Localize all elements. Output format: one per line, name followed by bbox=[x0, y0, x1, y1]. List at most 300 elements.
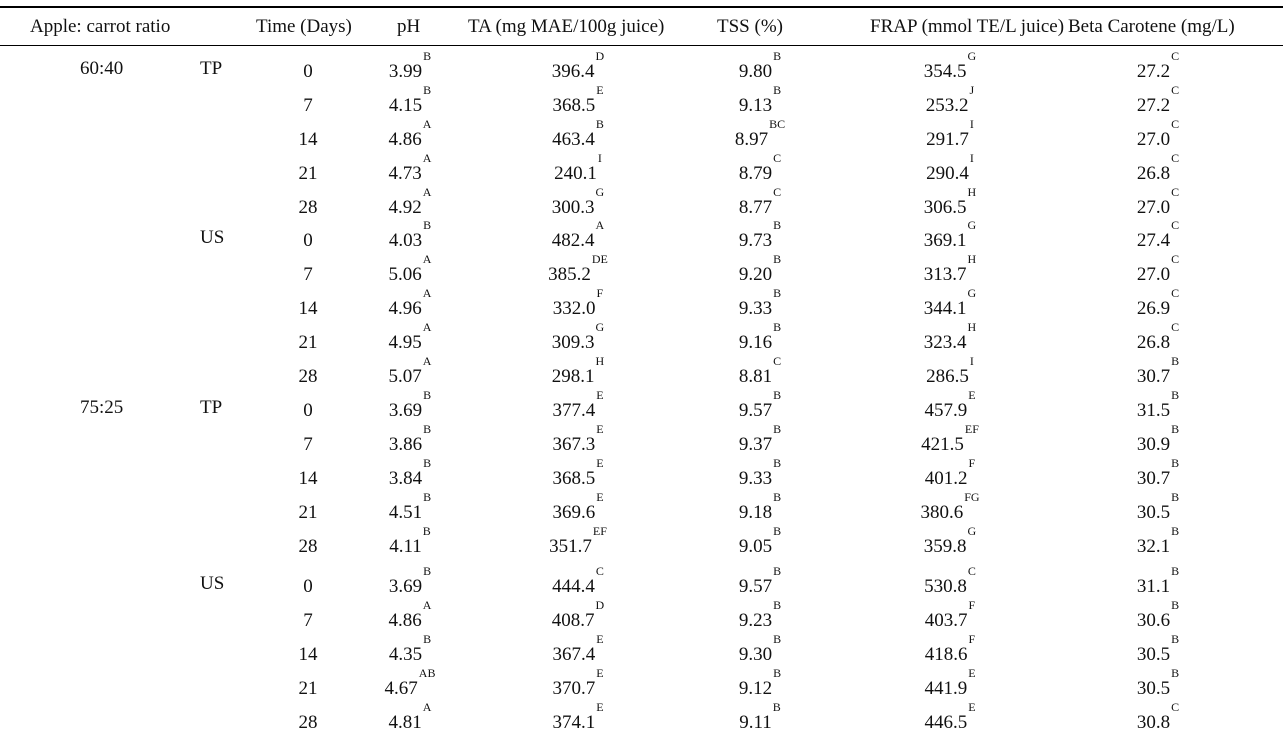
beta-cell bbox=[1136, 422, 1180, 457]
time-cell: 0 bbox=[303, 576, 313, 597]
ta-cell-significance: E bbox=[596, 666, 604, 680]
frap-cell bbox=[923, 49, 977, 84]
ta-cell bbox=[551, 218, 605, 253]
beta-cell-value: 27.0 bbox=[1136, 197, 1171, 218]
tss-cell-value: 9.18 bbox=[738, 502, 773, 523]
beta-cell-value: 30.7 bbox=[1136, 468, 1171, 489]
frap-cell-value: 253.2 bbox=[925, 95, 969, 116]
frap-cell bbox=[923, 218, 977, 253]
tss-cell bbox=[738, 564, 782, 599]
beta-cell bbox=[1136, 354, 1180, 389]
time-cell: 21 bbox=[298, 163, 318, 184]
tss-cell bbox=[738, 83, 782, 118]
header-ta: TA (mg MAE/100g juice) bbox=[468, 16, 665, 37]
tss-cell bbox=[738, 456, 782, 491]
treatment-label: TP bbox=[200, 397, 223, 418]
tss-cell-value: 8.97 bbox=[734, 129, 769, 150]
beta-cell-significance: B bbox=[1171, 354, 1180, 368]
tss-cell bbox=[738, 151, 782, 186]
ta-cell-significance: EF bbox=[592, 524, 607, 538]
tss-cell bbox=[738, 354, 782, 389]
time-cell: 14 bbox=[298, 468, 318, 489]
tss-cell-value: 9.13 bbox=[738, 95, 773, 116]
ph-cell bbox=[388, 151, 432, 186]
ph-cell-significance: B bbox=[423, 564, 432, 578]
tss-cell bbox=[738, 598, 782, 633]
beta-cell-significance: C bbox=[1171, 83, 1180, 97]
beta-cell-significance: B bbox=[1171, 524, 1180, 538]
table-top-rule bbox=[0, 6, 1283, 8]
frap-cell-significance: G bbox=[967, 49, 977, 63]
tss-cell-significance: B bbox=[773, 252, 782, 266]
ph-cell bbox=[389, 524, 431, 559]
ph-cell-significance: A bbox=[422, 598, 432, 612]
ta-cell bbox=[551, 185, 605, 220]
ta-cell-value: 367.4 bbox=[552, 644, 596, 665]
header-time: Time (Days) bbox=[256, 16, 352, 37]
frap-cell bbox=[923, 320, 977, 355]
frap-cell-significance: F bbox=[968, 456, 976, 470]
frap-cell-significance: E bbox=[968, 666, 976, 680]
ph-cell bbox=[388, 320, 432, 355]
frap-cell-significance: C bbox=[967, 564, 976, 578]
ta-cell bbox=[552, 388, 604, 423]
frap-cell-significance: G bbox=[967, 286, 977, 300]
tss-cell-value: 9.37 bbox=[738, 434, 773, 455]
frap-cell bbox=[926, 151, 974, 186]
frap-cell-value: 530.8 bbox=[924, 576, 967, 597]
time-cell: 21 bbox=[298, 678, 318, 699]
tss-cell-significance: B bbox=[773, 490, 782, 504]
ph-cell bbox=[388, 632, 432, 667]
tss-cell bbox=[738, 252, 782, 287]
beta-cell-significance: C bbox=[1171, 49, 1180, 63]
header-rule bbox=[0, 45, 1283, 46]
time-cell: 7 bbox=[303, 610, 313, 631]
tss-cell-significance: B bbox=[773, 564, 782, 578]
beta-cell bbox=[1136, 49, 1180, 84]
beta-cell bbox=[1136, 632, 1180, 667]
ta-cell-significance: A bbox=[595, 218, 605, 232]
beta-cell-significance: C bbox=[1171, 252, 1180, 266]
ph-cell-significance: B bbox=[423, 218, 432, 232]
ph-cell-significance: B bbox=[423, 456, 432, 470]
time-cell: 28 bbox=[298, 712, 318, 733]
beta-cell bbox=[1136, 388, 1180, 423]
beta-cell-significance: C bbox=[1171, 286, 1180, 300]
tss-cell-value: 9.80 bbox=[738, 61, 773, 82]
ta-cell bbox=[552, 83, 604, 118]
ph-cell bbox=[384, 666, 436, 701]
ph-cell-value: 3.69 bbox=[388, 400, 423, 421]
ta-cell bbox=[552, 564, 604, 599]
treatment-label: TP bbox=[200, 58, 223, 79]
ta-cell-value: 444.4 bbox=[552, 576, 595, 597]
beta-cell-significance: B bbox=[1171, 490, 1180, 504]
ph-cell bbox=[388, 252, 432, 287]
ta-cell bbox=[552, 700, 604, 735]
time-cell: 21 bbox=[298, 332, 318, 353]
ta-cell-value: 309.3 bbox=[551, 332, 595, 353]
beta-cell bbox=[1136, 700, 1180, 735]
ph-cell-significance: B bbox=[423, 632, 432, 646]
ta-cell-significance: B bbox=[595, 117, 604, 131]
ta-cell bbox=[548, 252, 608, 287]
frap-cell bbox=[924, 564, 976, 599]
time-cell: 28 bbox=[298, 536, 318, 557]
frap-cell bbox=[923, 185, 977, 220]
tss-cell-significance: B bbox=[773, 422, 782, 436]
ta-cell-significance: F bbox=[596, 286, 604, 300]
ta-cell bbox=[551, 320, 605, 355]
beta-cell-value: 30.7 bbox=[1136, 366, 1171, 387]
ta-cell-value: 300.3 bbox=[551, 197, 595, 218]
frap-cell bbox=[926, 117, 974, 152]
ph-cell bbox=[388, 218, 432, 253]
frap-cell-significance: I bbox=[969, 117, 974, 131]
ph-cell-value: 4.11 bbox=[389, 536, 422, 557]
header-frap: FRAP (mmol TE/L juice) bbox=[870, 16, 1065, 37]
ta-cell bbox=[552, 490, 604, 525]
ph-cell-significance: A bbox=[422, 286, 432, 300]
beta-cell-value: 30.5 bbox=[1136, 502, 1171, 523]
ta-cell-significance: E bbox=[596, 700, 604, 714]
beta-cell-value: 30.5 bbox=[1136, 644, 1171, 665]
frap-cell-significance: EF bbox=[964, 422, 979, 436]
beta-cell bbox=[1136, 185, 1180, 220]
ratio-label: 75:25 bbox=[80, 397, 124, 418]
ta-cell-significance: E bbox=[596, 422, 604, 436]
beta-cell bbox=[1136, 666, 1180, 701]
time-cell: 14 bbox=[298, 644, 318, 665]
ta-cell bbox=[551, 49, 605, 84]
beta-cell bbox=[1136, 524, 1180, 559]
tss-cell-value: 9.11 bbox=[739, 712, 772, 733]
ph-cell bbox=[388, 456, 432, 491]
tss-cell-significance: B bbox=[773, 632, 782, 646]
frap-cell-significance: F bbox=[968, 632, 976, 646]
beta-cell-significance: B bbox=[1171, 564, 1180, 578]
frap-cell-value: 323.4 bbox=[923, 332, 967, 353]
tss-cell-significance: B bbox=[773, 320, 782, 334]
frap-cell-value: 421.5 bbox=[921, 434, 964, 455]
beta-cell bbox=[1136, 83, 1180, 118]
tss-cell bbox=[734, 117, 786, 152]
frap-cell-significance: J bbox=[969, 83, 975, 97]
ta-cell-significance: D bbox=[595, 598, 605, 612]
ph-cell bbox=[388, 117, 432, 152]
tss-cell bbox=[738, 524, 782, 559]
frap-cell bbox=[924, 632, 976, 667]
tss-cell bbox=[738, 218, 782, 253]
frap-cell bbox=[924, 700, 976, 735]
ta-cell-significance: G bbox=[595, 185, 605, 199]
time-cell: 14 bbox=[298, 298, 318, 319]
ta-cell-significance: DE bbox=[591, 252, 608, 266]
frap-cell bbox=[921, 422, 979, 457]
tss-cell-value: 9.33 bbox=[738, 298, 773, 319]
time-cell: 0 bbox=[303, 400, 313, 421]
tss-cell-value: 9.12 bbox=[738, 678, 773, 699]
tss-cell-significance: C bbox=[773, 151, 782, 165]
ta-cell bbox=[549, 524, 607, 559]
ta-cell-value: 374.1 bbox=[552, 712, 596, 733]
ph-cell-value: 4.92 bbox=[388, 197, 422, 218]
ph-cell-value: 4.95 bbox=[388, 332, 422, 353]
tss-cell-value: 9.20 bbox=[738, 264, 773, 285]
ta-cell-value: 351.7 bbox=[549, 536, 592, 557]
ph-cell-value: 3.86 bbox=[388, 434, 423, 455]
header-ratio: Apple: carrot ratio bbox=[30, 16, 171, 37]
frap-cell-significance: E bbox=[968, 388, 976, 402]
ta-cell-value: 482.4 bbox=[551, 230, 595, 251]
treatment-label: US bbox=[200, 573, 225, 594]
ta-cell-value: 463.4 bbox=[552, 129, 595, 150]
tss-cell-significance: BC bbox=[769, 117, 786, 131]
beta-cell bbox=[1136, 218, 1180, 253]
ta-cell-significance: E bbox=[596, 456, 604, 470]
ph-cell bbox=[388, 286, 432, 321]
tss-cell-value: 9.57 bbox=[738, 576, 773, 597]
time-cell: 14 bbox=[298, 129, 318, 150]
ta-cell-value: 385.2 bbox=[548, 264, 591, 285]
ph-cell-significance: A bbox=[422, 117, 432, 131]
ph-cell-value: 4.67 bbox=[384, 678, 418, 699]
tss-cell-value: 9.05 bbox=[738, 536, 773, 557]
ta-cell bbox=[552, 456, 604, 491]
tss-cell-significance: C bbox=[773, 354, 782, 368]
beta-cell-value: 30.6 bbox=[1136, 610, 1171, 631]
ph-cell-value: 3.99 bbox=[388, 61, 423, 82]
ta-cell-value: 367.3 bbox=[552, 434, 596, 455]
ta-cell bbox=[552, 632, 604, 667]
ph-cell bbox=[388, 598, 432, 633]
ph-cell bbox=[388, 185, 432, 220]
beta-cell-value: 30.9 bbox=[1136, 434, 1171, 455]
ta-cell bbox=[552, 666, 604, 701]
frap-cell-value: 441.9 bbox=[924, 678, 968, 699]
ta-cell-significance: C bbox=[595, 564, 604, 578]
tss-cell-significance: B bbox=[773, 456, 782, 470]
ph-cell bbox=[388, 83, 432, 118]
tss-cell bbox=[738, 320, 782, 355]
beta-cell bbox=[1136, 286, 1180, 321]
beta-cell bbox=[1136, 598, 1180, 633]
ph-cell bbox=[388, 564, 432, 599]
time-cell: 28 bbox=[298, 366, 318, 387]
ph-cell-significance: AB bbox=[418, 666, 436, 680]
tss-cell-significance: B bbox=[773, 218, 782, 232]
ta-cell bbox=[551, 598, 605, 633]
frap-cell-value: 286.5 bbox=[926, 366, 969, 387]
beta-cell-significance: C bbox=[1171, 218, 1180, 232]
frap-cell-value: 401.2 bbox=[924, 468, 968, 489]
tss-cell-significance: B bbox=[773, 286, 782, 300]
ta-cell-significance: I bbox=[597, 151, 602, 165]
ph-cell bbox=[388, 388, 432, 423]
beta-cell-value: 27.2 bbox=[1136, 95, 1171, 116]
header-tss: TSS (%) bbox=[717, 16, 783, 37]
ph-cell-significance: B bbox=[423, 49, 432, 63]
beta-cell-value: 31.1 bbox=[1136, 576, 1171, 597]
frap-cell-significance: G bbox=[967, 218, 977, 232]
tss-cell-value: 9.16 bbox=[738, 332, 773, 353]
tss-cell-value: 8.81 bbox=[738, 366, 773, 387]
frap-cell-significance: G bbox=[967, 524, 977, 538]
ph-cell-significance: A bbox=[422, 354, 432, 368]
tss-cell bbox=[739, 700, 781, 735]
ta-cell-significance: E bbox=[596, 388, 604, 402]
tss-cell-significance: B bbox=[773, 524, 782, 538]
tss-cell-significance: B bbox=[773, 83, 782, 97]
tss-cell-value: 8.79 bbox=[738, 163, 773, 184]
frap-cell bbox=[924, 598, 976, 633]
ta-cell-value: 368.5 bbox=[552, 95, 596, 116]
ph-cell-value: 4.15 bbox=[388, 95, 423, 116]
frap-cell-value: 306.5 bbox=[923, 197, 967, 218]
tss-cell-significance: C bbox=[773, 185, 782, 199]
treatment-label: US bbox=[200, 227, 225, 248]
frap-cell-value: 418.6 bbox=[924, 644, 968, 665]
frap-cell bbox=[923, 524, 977, 559]
tss-cell bbox=[738, 388, 782, 423]
ta-cell bbox=[552, 286, 604, 321]
ta-cell bbox=[552, 422, 604, 457]
tss-cell-significance: B bbox=[773, 388, 782, 402]
beta-cell-value: 30.5 bbox=[1136, 678, 1171, 699]
ph-cell-value: 5.07 bbox=[388, 366, 422, 387]
ph-cell-value: 4.35 bbox=[388, 644, 423, 665]
beta-cell-value: 26.8 bbox=[1136, 332, 1171, 353]
ph-cell bbox=[388, 700, 432, 735]
ph-cell-value: 4.81 bbox=[388, 712, 422, 733]
beta-cell-value: 32.1 bbox=[1136, 536, 1171, 557]
ph-cell-value: 4.03 bbox=[388, 230, 423, 251]
ta-cell-significance: H bbox=[595, 354, 605, 368]
time-cell: 28 bbox=[298, 197, 318, 218]
ph-cell-value: 4.96 bbox=[388, 298, 422, 319]
ta-cell-value: 369.6 bbox=[552, 502, 596, 523]
ta-cell bbox=[554, 151, 602, 186]
beta-cell-significance: C bbox=[1171, 117, 1180, 131]
beta-cell bbox=[1136, 151, 1180, 186]
tss-cell-significance: B bbox=[773, 598, 782, 612]
frap-cell-value: 359.8 bbox=[923, 536, 967, 557]
ta-cell bbox=[551, 354, 605, 389]
beta-cell-significance: C bbox=[1171, 185, 1180, 199]
ph-cell-value: 4.51 bbox=[388, 502, 423, 523]
beta-cell-value: 30.8 bbox=[1136, 712, 1171, 733]
ph-cell-significance: A bbox=[422, 151, 432, 165]
time-cell: 7 bbox=[303, 434, 313, 455]
tss-cell bbox=[738, 286, 782, 321]
tss-cell bbox=[738, 422, 782, 457]
beta-cell-significance: C bbox=[1171, 320, 1180, 334]
time-cell: 0 bbox=[303, 230, 313, 251]
frap-cell-value: 380.6 bbox=[920, 502, 964, 523]
tss-cell bbox=[738, 185, 782, 220]
frap-cell bbox=[923, 286, 977, 321]
ph-cell-significance: B bbox=[423, 83, 432, 97]
ta-cell-value: 332.0 bbox=[552, 298, 596, 319]
tss-cell-significance: B bbox=[773, 49, 782, 63]
ta-cell-value: 298.1 bbox=[551, 366, 595, 387]
beta-cell bbox=[1136, 456, 1180, 491]
beta-cell bbox=[1136, 117, 1180, 152]
frap-cell bbox=[920, 490, 980, 525]
frap-cell bbox=[926, 354, 974, 389]
ph-cell-significance: B bbox=[423, 422, 432, 436]
beta-cell-significance: B bbox=[1171, 598, 1180, 612]
ta-cell-value: 240.1 bbox=[554, 163, 597, 184]
frap-cell-value: 369.1 bbox=[923, 230, 967, 251]
frap-cell-value: 446.5 bbox=[924, 712, 968, 733]
frap-cell-significance: H bbox=[967, 185, 977, 199]
ta-cell-significance: E bbox=[596, 632, 604, 646]
ph-cell bbox=[388, 422, 432, 457]
header-beta: Beta Carotene (mg/L) bbox=[1068, 16, 1235, 37]
ta-cell-value: 396.4 bbox=[551, 61, 595, 82]
ph-cell-significance: A bbox=[422, 700, 432, 714]
ta-cell-significance: E bbox=[596, 83, 604, 97]
ph-cell-significance: B bbox=[422, 524, 431, 538]
beta-cell-significance: B bbox=[1171, 632, 1180, 646]
beta-cell-significance: B bbox=[1171, 456, 1180, 470]
ph-cell-significance: B bbox=[423, 388, 432, 402]
frap-cell bbox=[923, 252, 977, 287]
beta-cell-significance: C bbox=[1171, 151, 1180, 165]
time-cell: 7 bbox=[303, 264, 313, 285]
beta-cell-value: 27.4 bbox=[1136, 230, 1171, 251]
frap-cell-value: 457.9 bbox=[924, 400, 968, 421]
frap-cell-value: 403.7 bbox=[924, 610, 968, 631]
tss-cell-value: 9.23 bbox=[738, 610, 773, 631]
ph-cell-significance: A bbox=[422, 320, 432, 334]
beta-cell-value: 27.2 bbox=[1136, 61, 1171, 82]
tss-cell-value: 9.73 bbox=[738, 230, 773, 251]
beta-cell bbox=[1136, 252, 1180, 287]
time-cell: 0 bbox=[303, 61, 313, 82]
ph-cell bbox=[388, 490, 432, 525]
ta-cell-value: 370.7 bbox=[552, 678, 596, 699]
tss-cell-value: 9.30 bbox=[738, 644, 773, 665]
beta-cell bbox=[1136, 564, 1180, 599]
beta-cell-value: 26.9 bbox=[1136, 298, 1171, 319]
ph-cell-value: 5.06 bbox=[388, 264, 422, 285]
ratio-label: 60:40 bbox=[80, 58, 124, 79]
frap-cell-significance: I bbox=[969, 151, 974, 165]
ph-cell bbox=[388, 354, 432, 389]
tss-cell-significance: B bbox=[773, 666, 782, 680]
frap-cell-significance: F bbox=[968, 598, 976, 612]
ta-cell-value: 368.5 bbox=[552, 468, 596, 489]
frap-cell-significance: I bbox=[969, 354, 974, 368]
frap-cell-value: 313.7 bbox=[923, 264, 967, 285]
tss-cell-value: 9.57 bbox=[738, 400, 773, 421]
tss-cell-value: 9.33 bbox=[738, 468, 773, 489]
frap-cell bbox=[925, 83, 975, 118]
ph-cell-value: 3.69 bbox=[388, 576, 423, 597]
beta-cell bbox=[1136, 490, 1180, 525]
frap-cell-value: 344.1 bbox=[923, 298, 967, 319]
header-ph: pH bbox=[397, 16, 421, 37]
ta-cell-value: 408.7 bbox=[551, 610, 595, 631]
tss-cell-significance: B bbox=[772, 700, 781, 714]
frap-cell bbox=[924, 388, 976, 423]
frap-cell-significance: H bbox=[967, 320, 977, 334]
ph-cell-value: 4.86 bbox=[388, 610, 422, 631]
ta-cell-value: 377.4 bbox=[552, 400, 596, 421]
